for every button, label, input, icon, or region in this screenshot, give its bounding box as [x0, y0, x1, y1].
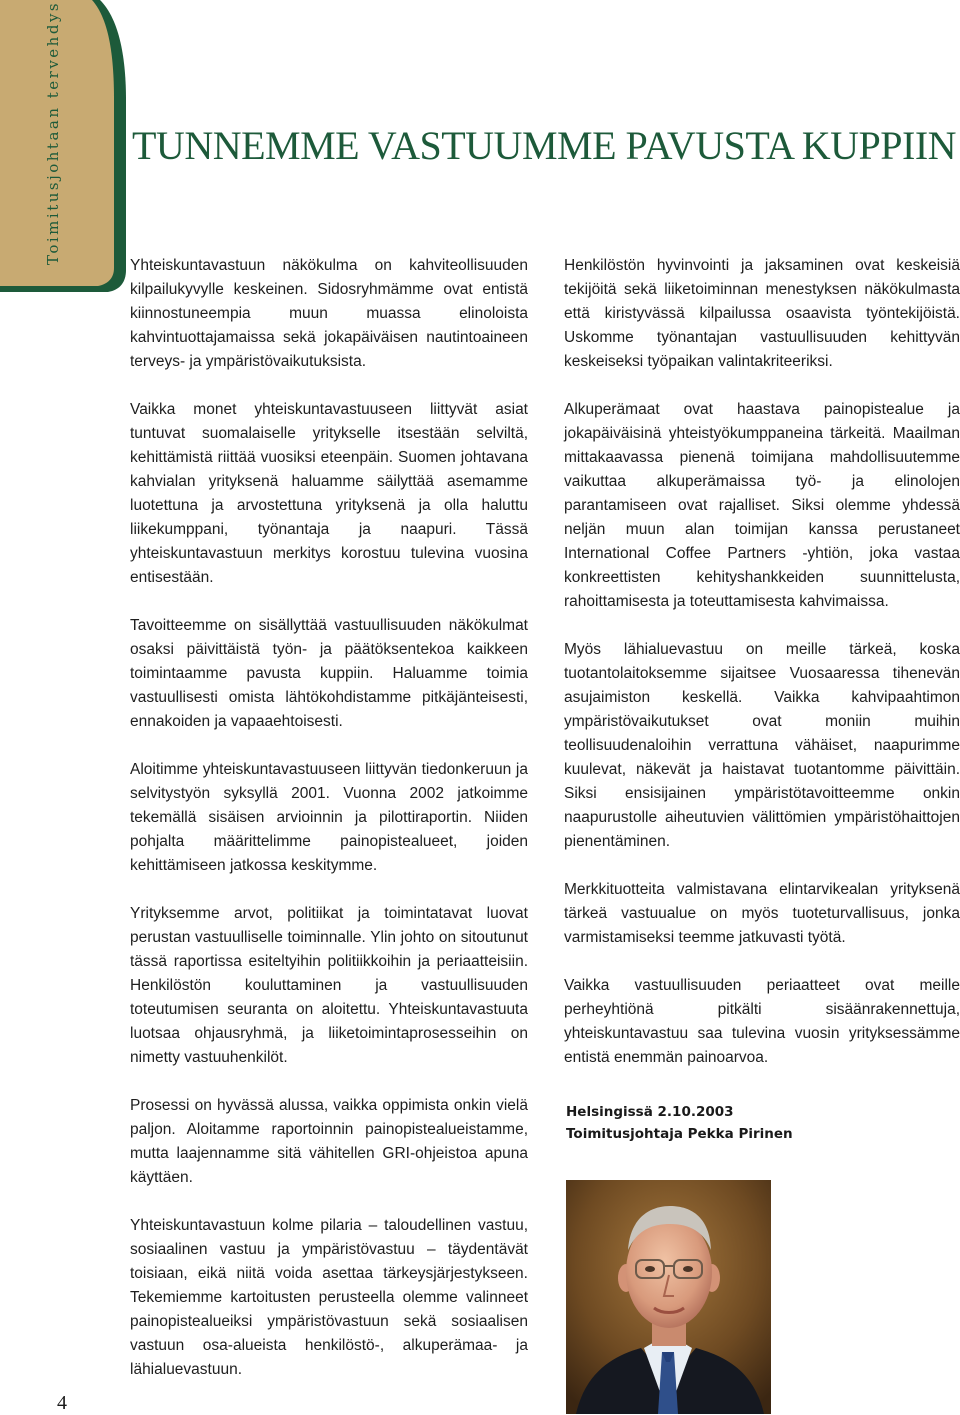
left-column [130, 254, 528, 1406]
paragraph: Vaikka vastuullisuuden periaatteet ovat meille perheyhtiönä pitkälti sisäänrakennettuja, yhteiskuntavastuu saa tulevina vuosin yrityksessämme entistä enemmän painoarvoa. [564, 977, 960, 1066]
paragraph: Merkkituotteita valmistavana elintarvikealan yrityksenä tärkeä vastuualue on myös tuoteturvallisuus, jonka varmistamiseksi teemme jatkuvasti työtä. [564, 881, 960, 946]
portrait-photo [566, 1180, 771, 1414]
paragraph: Prosessi on hyvässä alussa, vaikka oppimista onkin vielä paljon. Aloitamme raportoinnin painopistealueistamme, mutta laajennamme sitä vähitellen GRI-ohjeistoa apuna käyttäen. [130, 1097, 528, 1186]
paragraph: Henkilöstön hyvinvointi ja jaksaminen ovat keskeisiä tekijöitä sekä liiketoiminnan menestyksen näkökulmasta että kiristyvässä kilpailussa osaavista työntekijöistä. Uskomme työnantajan vastuullisuuden kehittyvän keskeiseksi työpaikan valintakriteeriksi. [564, 257, 960, 370]
signature-place-date: Helsingissä 2.10.2003 [566, 1104, 734, 1120]
page-number: 4 [57, 1392, 67, 1414]
paragraph: Aloitimme yhteiskuntavastuuseen liittyvän tiedonkeruun ja selvitystyön syksyllä 2001. Vuonna 2002 jatkoimme tekemällä sisäisen arvioinnin ja pilottiraportin. Niiden pohjalta määrittelimme painopistealueet, joiden kehittämiseen jatkossa keskitymme. [130, 761, 528, 874]
section-tab [0, 0, 128, 292]
paragraph: Tavoitteemme on sisällyttää vastuullisuuden näkökulmat osaksi päivittäistä työn- ja päätöksentekoa kaikkeen toimintaamme pavusta kuppiin. Haluamme toimia vastuullisesti omista lähtökohdistamme pitkäjänteisesti, ennakoiden ja vapaaehtoisesti. [130, 617, 528, 730]
paragraph: Alkuperämaat ovat haastava painopistealue ja jokapäiväisinä yhteistyökumppaneina tärkeitä. Maailman mittakaavassa pienenä toimijana mahdollisuutemme vaikuttaa alkuperämaissa työ- ja elinolojen parantamiseen ovat rajalliset. Siksi olemme yhdessä neljän muun alan toimijan kanssa perustaneet International Coffee Partners -yhtiön, joka vastaa konkreettisten kehityshankkeiden suunnittelusta, rahoittamisesta ja toteuttamisesta kahvimaissa. [564, 401, 960, 610]
paragraph: Yhteiskuntavastuun näkökulma on kahviteollisuuden kilpailukyvylle keskeinen. Sidosryhmämme ovat entistä kiinnostuneempia muun muassa elinoloista kahvintuottajamaissa sekä jokapäiväisen nautintoaineen terveys- ja ympäristövaikutuksista. [130, 257, 528, 370]
signature-signer: Toimitusjohtaja Pekka Pirinen [566, 1126, 793, 1142]
paragraph: Yhteiskuntavastuun kolme pilaria – taloudellinen vastuu, sosiaalinen vastuu ja ympäristövastuu – täydentävät toisiaan, eikä niitä voida asettaa tärkeysjärjestykseen. Tekemiemme kartoitusten perusteella olemme valinneet painopistealueiksi ympäristövastuun sekä sosiaalisen vastuun osa-alueista henkilöstö-, alkuperämaa- ja lähialuevastuun. [130, 1217, 528, 1378]
page-title: TUNNEMME VASTUUMME PAVUSTA KUPPIIN [132, 123, 957, 168]
signature [566, 1101, 926, 1145]
section-label-text: Toimitusjohtaan tervehdys [44, 0, 62, 265]
paragraph: Vaikka monet yhteiskuntavastuuseen liittyvät asiat tuntuvat suomalaiselle yritykselle itsestään selviltä, kehittämistä riittää vuosiksi eteenpäin. Suomen johtavana kahvialan yrityksenä haluamme säilyttää asemamme luotettuna ja arvostettuna yrityksenä ja olla haluttu liikekumppani, työnantaja ja naapuri. Tässä yhteiskuntavastuun merkitys korostuu tulevina vuosina entisestään. [130, 401, 528, 586]
paragraph: Myös lähialuevastuu on meille tärkeä, koska tuotantolaitoksemme sijaitsee Vuosaaressa tihenevän asujaimiston keskellä. Vaikka kahvipaahtimon ympäristövaikutukset ovat moniin muihin teollisuudenaloihin verrattuna vähäiset, naapurimme kuulevat, näkevät ja haistavat tuotantomme päivittäin. Siksi ensisijainen ympäristötavoitteemme onkin naapurustolle aiheutuvien välittömien ympäristöhaittojen pienentäminen. [564, 641, 960, 850]
right-column [564, 254, 960, 1094]
section-label [14, 0, 74, 270]
paragraph: Yrityksemme arvot, politiikat ja toimintatavat luovat perustan vastuulliselle toiminnalle. Ylin johto on sitoutunut tässä raportissa esiteltyihin politiikkoihin ja periaatteisiin. Henkilöstön kouluttaminen ja vastuullisuuden toteutumisen seuranta on aloitettu. Yhteiskuntavastuuta luotsaa ohjausryhmä, ja liiketoimintaprosesseihin on nimetty vastuuhenkilöt. [130, 905, 528, 1066]
